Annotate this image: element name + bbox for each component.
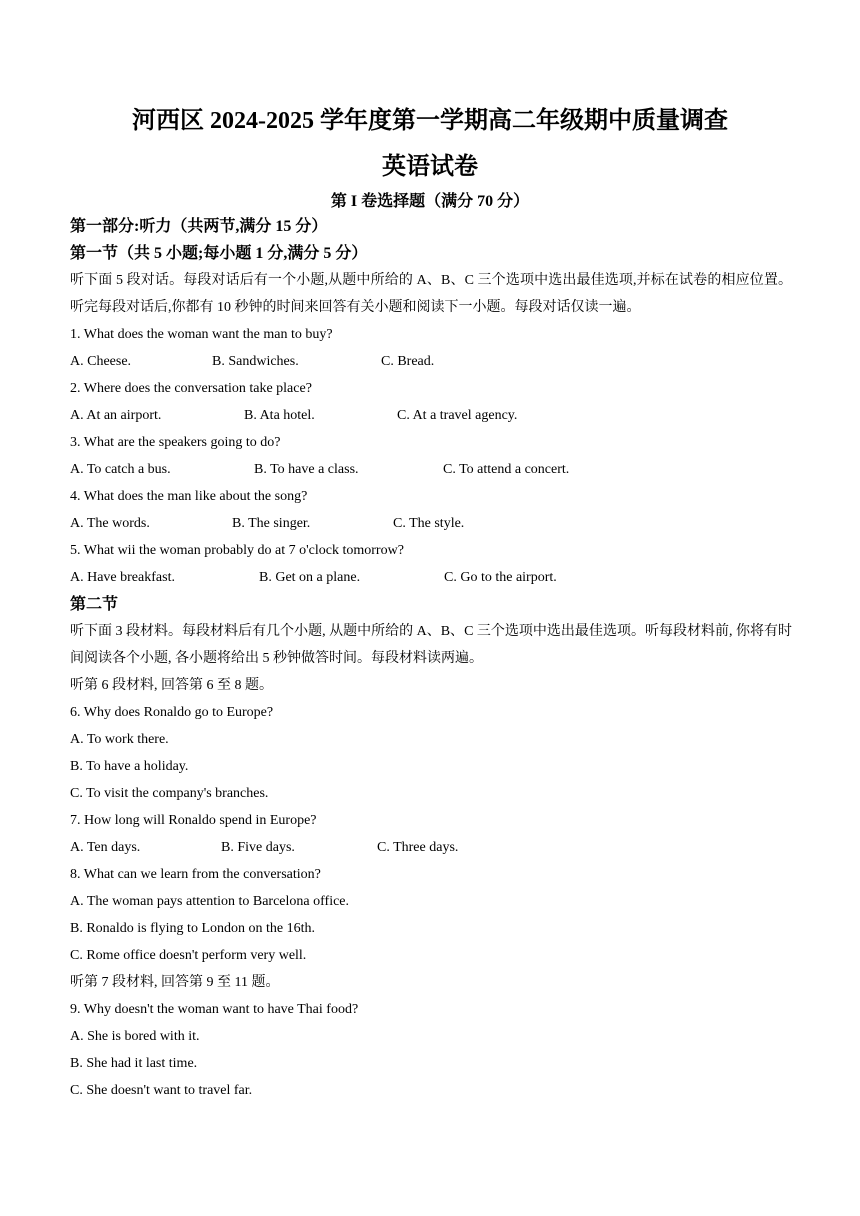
option-c: C. At a travel agency. (397, 408, 518, 423)
question-4: 4. What does the man like about the song? (70, 489, 308, 504)
question-3-options (70, 456, 792, 483)
option-a: A. To work there. (70, 732, 169, 747)
option-b: B. To have a holiday. (70, 759, 189, 774)
question-2-options (70, 402, 792, 429)
option-c: C. She doesn't want to travel far. (70, 1083, 253, 1098)
option-b: B. Ata hotel. (244, 408, 315, 423)
question-1: 1. What does the woman want the man to buy? (70, 327, 333, 342)
option-b: B. She had it last time. (70, 1056, 198, 1071)
exam-subtitle: 英语试卷 (382, 154, 478, 180)
option-b: B. Sandwiches. (212, 354, 299, 369)
exam-content (70, 213, 792, 1104)
question-8: 8. What can we learn from the conversation? (70, 867, 321, 882)
question-6: 6. Why does Ronaldo go to Europe? (70, 705, 274, 720)
exam-title: 河西区 2024-2025 学年度第一学期高二年级期中质量调查 (132, 108, 728, 134)
option-c: C. Three days. (377, 840, 459, 855)
option-c: C. Go to the airport. (444, 570, 557, 585)
option-c: C. To visit the company's branches. (70, 786, 269, 801)
question-9: 9. Why doesn't the woman want to have Thai food? (70, 1002, 359, 1017)
option-b: B. Get on a plane. (259, 570, 361, 585)
option-c: C. The style. (393, 516, 465, 531)
question-1-options (70, 348, 792, 375)
option-c: C. Rome office doesn't perform very well. (70, 948, 307, 963)
option-a: A. To catch a bus. (70, 462, 171, 477)
question-3: 3. What are the speakers going to do? (70, 435, 281, 450)
option-a: A. Cheese. (70, 354, 132, 369)
option-a: A. At an airport. (70, 408, 162, 423)
option-a: A. She is bored with it. (70, 1029, 200, 1044)
question-5-options (70, 564, 792, 591)
option-b: B. To have a class. (254, 462, 359, 477)
material-6-note: 听第 6 段材料, 回答第 6 至 8 题。 (70, 678, 273, 693)
question-7: 7. How long will Ronaldo spend in Europe? (70, 813, 317, 828)
question-2: 2. Where does the conversation take place? (70, 381, 312, 396)
option-b: B. The singer. (232, 516, 311, 531)
option-c: C. Bread. (381, 354, 435, 369)
option-a: A. The words. (70, 516, 150, 531)
section1-instructions: 听下面 5 段对话。每段对话后有一个小题,从题中所给的 A、B、C 三个选项中选出最佳选项,并标在试卷的相应位置。听完每段对话后,你都有 10 秒钟的时间来回答有关小题和阅读下一小题。每段对话仅读一遍。 (70, 273, 792, 315)
volume-title: 第 I 卷选择题（满分 70 分） (330, 193, 530, 210)
option-a: A. Have breakfast. (70, 570, 175, 585)
question-4-options (70, 510, 792, 537)
material-7-note: 听第 7 段材料, 回答第 9 至 11 题。 (70, 975, 280, 990)
option-a: A. The woman pays attention to Barcelona office. (70, 894, 350, 909)
section2-title: 第二节 (70, 596, 119, 613)
question-7-options (70, 834, 792, 861)
option-a: A. Ten days. (70, 840, 141, 855)
option-c: C. To attend a concert. (443, 462, 570, 477)
part1-title: 第一部分:听力（共两节,满分 15 分） (70, 218, 328, 235)
section2-instructions: 听下面 3 段材料。每段材料后有几个小题, 从题中所给的 A、B、C 三个选项中选出最佳选项。听每段材料前, 你将有时间阅读各个小题, 各小题将给出 5 秒钟做答时间。每段材料读两遍。 (70, 624, 792, 666)
option-b: B. Five days. (221, 840, 295, 855)
question-5: 5. What wii the woman probably do at 7 o'clock tomorrow? (70, 543, 404, 558)
option-b: B. Ronaldo is flying to London on the 16th. (70, 921, 315, 936)
section1-title: 第一节（共 5 小题;每小题 1 分,满分 5 分） (70, 245, 368, 262)
